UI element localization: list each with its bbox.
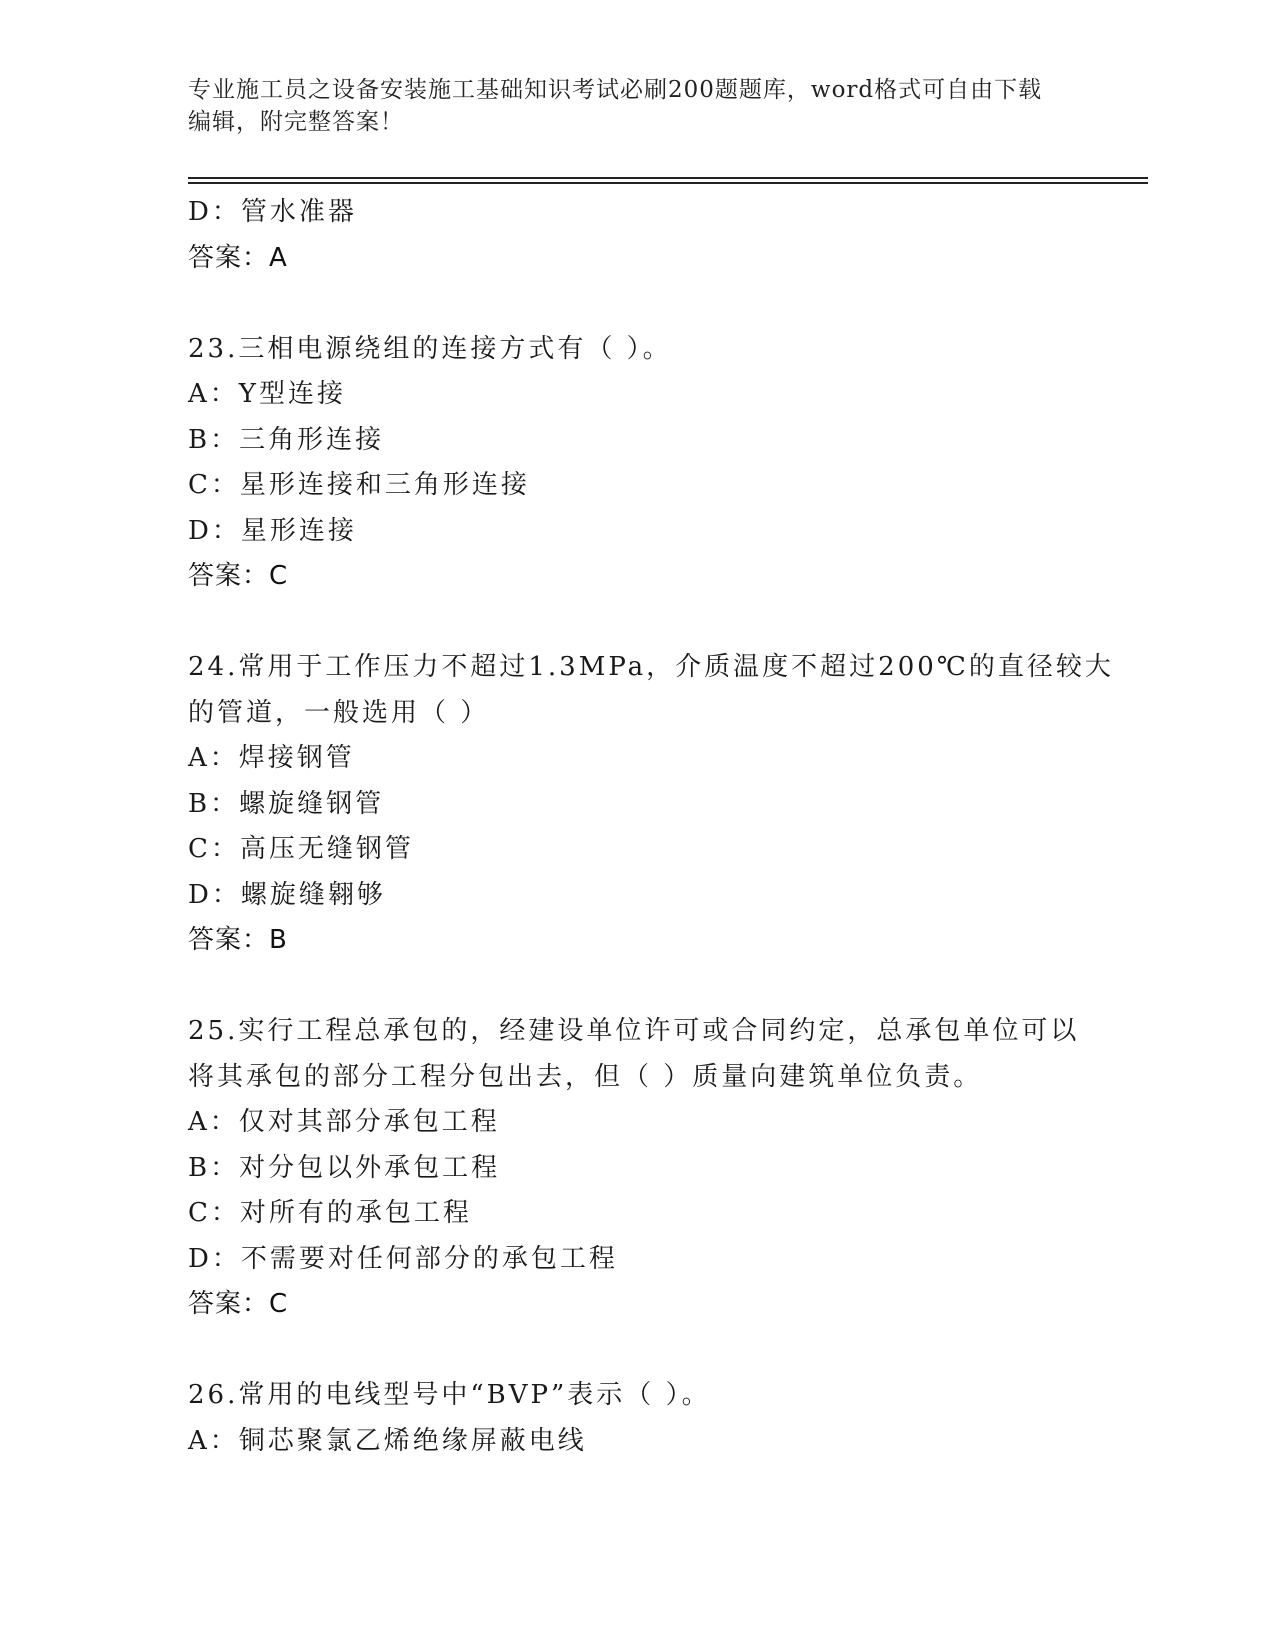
option-a: A：焊接钢管: [188, 743, 355, 773]
question-stem: 26.常用的电线型号中“BVP”表示（ ）。: [188, 1380, 711, 1410]
answer-line: 答案：C: [188, 1289, 289, 1319]
header-line-1: 专业施工员之设备安装施工基础知识考试必刷200题题库，word格式可自由下载: [188, 77, 1043, 103]
option-b: B：对分包以外承包工程: [188, 1152, 501, 1183]
option-a: A：铜芯聚氯乙烯绝缘屏蔽电线: [188, 1425, 587, 1456]
question-stem-continued: 的管道，一般选用（ ）: [188, 697, 490, 728]
document-header: [188, 74, 1088, 138]
question-stem: 23.三相电源绕组的连接方式有（ ）。: [188, 333, 672, 364]
option-c: C：高压无缝钢管: [188, 834, 414, 864]
question-list: [188, 190, 1114, 1464]
question-25: [188, 1009, 1088, 1328]
question-stem-continued: 将其承包的部分工程分包出去，但（ ）质量向建筑单位负责。: [188, 1061, 983, 1092]
option-a: A：仅对其部分承包工程: [188, 1107, 500, 1137]
option-b: B：三角形连接: [188, 424, 385, 455]
answer-line: 答案：B: [188, 925, 288, 955]
option-b: B：螺旋缝钢管: [188, 788, 385, 819]
question-22-tail: [188, 190, 1088, 281]
header-divider-bottom: [188, 182, 1148, 184]
option-d: D：星形连接: [188, 515, 357, 546]
option-c: C：星形连接和三角形连接: [188, 470, 530, 500]
option-d: D：螺旋缝翱够: [188, 879, 386, 910]
question-24: [188, 645, 1114, 964]
header-line-2: 编辑，附完整答案！: [188, 109, 404, 135]
option-a: A：Y型连接: [188, 379, 346, 409]
question-26: [188, 1373, 1088, 1464]
option-d: D：不需要对任何部分的承包工程: [188, 1243, 618, 1274]
question-23: [188, 327, 1088, 600]
option-c: C：对所有的承包工程: [188, 1198, 472, 1228]
question-stem: 25.实行工程总承包的，经建设单位许可或合同约定，总承包单位可以: [188, 1016, 1080, 1046]
answer-line: 答案：C: [188, 561, 289, 591]
answer-line: 答案：A: [188, 242, 288, 273]
option-d: D：管水准器: [188, 197, 357, 227]
header-divider-top: [188, 177, 1148, 179]
question-stem: 24.常用于工作压力不超过1.3MPa，介质温度不超过200℃的直径较大: [188, 652, 1114, 682]
